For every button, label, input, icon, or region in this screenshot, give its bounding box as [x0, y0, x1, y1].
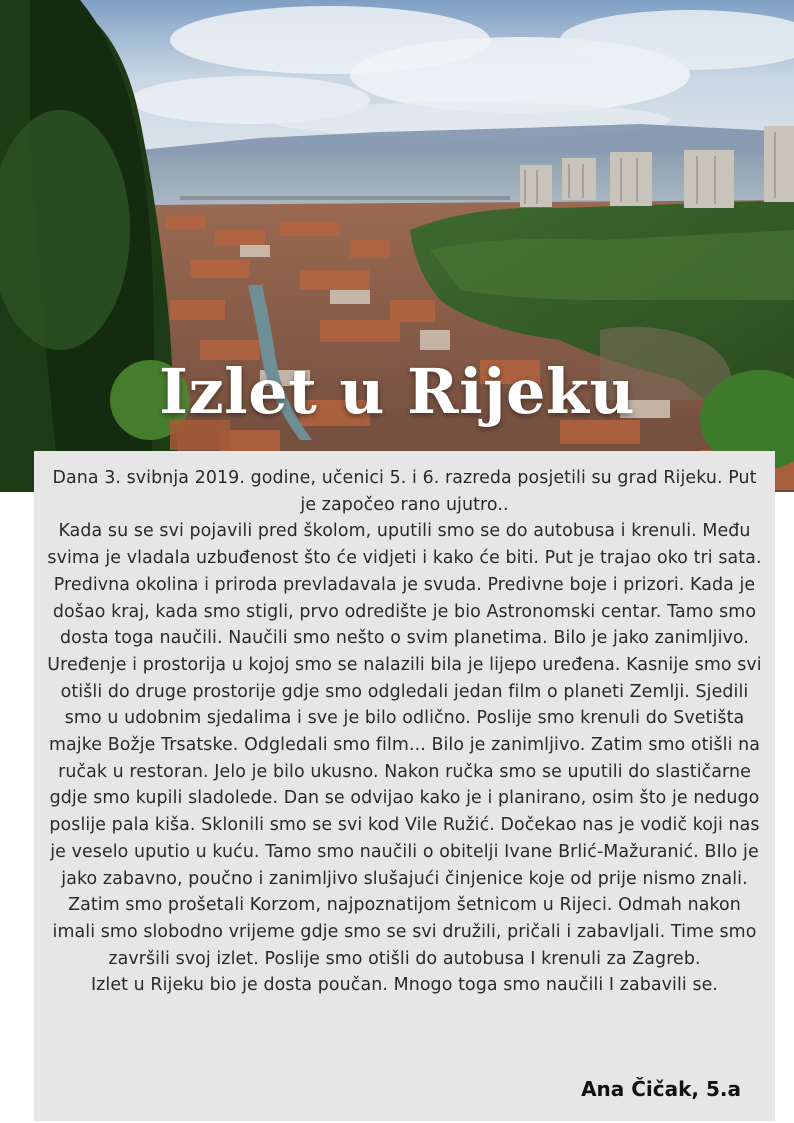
article-body	[44, 465, 765, 999]
article-paragraph-conclusion: Izlet u Rijeku bio je dosta poučan. Mnogo toga smo naučili I zabavili se.	[90, 975, 719, 996]
article-paragraph-main: Kada su se svi pojavili pred školom, uputili smo se do autobusa i krenuli. Među svima je vladala uzbuđenost što će vidjeti i kako će biti. Put je trajao oko tri sata. Predivna okolina i priroda prevladavala je svuda. Predivne boje i prizori. Kada je došao kraj, kada smo stigli, prvo odredište je bio Astronomski centar. Tamo smo dosta toga naučili. Naučili smo nešto o svim planetima. Bilo je jako zanimljivo. Uređenje i prostorija u kojoj smo se nalazili bila je lijepo uređena. Kasnije smo svi otišli do druge prostorije gdje smo odgledali jedan film o planeti Zemlji. Sjedili smo u udobnim sjedalima i sve je bilo odlično. Poslije smo krenuli do Svetišta majke Božje Trsatske. Odgledali smo film... Bilo je zanimljivo. Zatim smo otišli na ručak u restoran. Jelo je bilo ukusno. Nakon ručka smo se uputili do slastičarne gdje smo kupili sladolede. Dan se odvijao kako je i planirano, osim što je nedugo poslije pala kiša. Sklonili smo se svi kod Vile Ružić. Dočekao nas je vodič koji nas je veselo uputio u kuću. Tamo smo naučili o obitelji Ivane Brlić-Mažuranić. BIlo je jako zabavno, poučno i zanimljivo slušajući činjenice koje od prije nismo znali. Zatim smo prošetali Korzom, najpoznatijom šetnicom u Rijeci. Odmah nakon imali smo slobodno vrijeme gdje smo se svi družili, pričali i zabavljali. Time smo završili svoj izlet. Poslije smo otišli do autobusa I krenuli za Zagreb.	[47, 521, 762, 969]
article-paragraph-intro: Dana 3. svibnja 2019. godine, učenici 5. i 6. razreda posjetili su grad Rijeku. Put je započeo rano ujutro..	[52, 468, 757, 515]
hero-photo	[0, 0, 794, 492]
page-title: Izlet u Rijeku	[158, 355, 636, 428]
article-panel	[34, 451, 775, 1121]
author-signature: Ana Čičak, 5.a	[581, 1077, 741, 1101]
